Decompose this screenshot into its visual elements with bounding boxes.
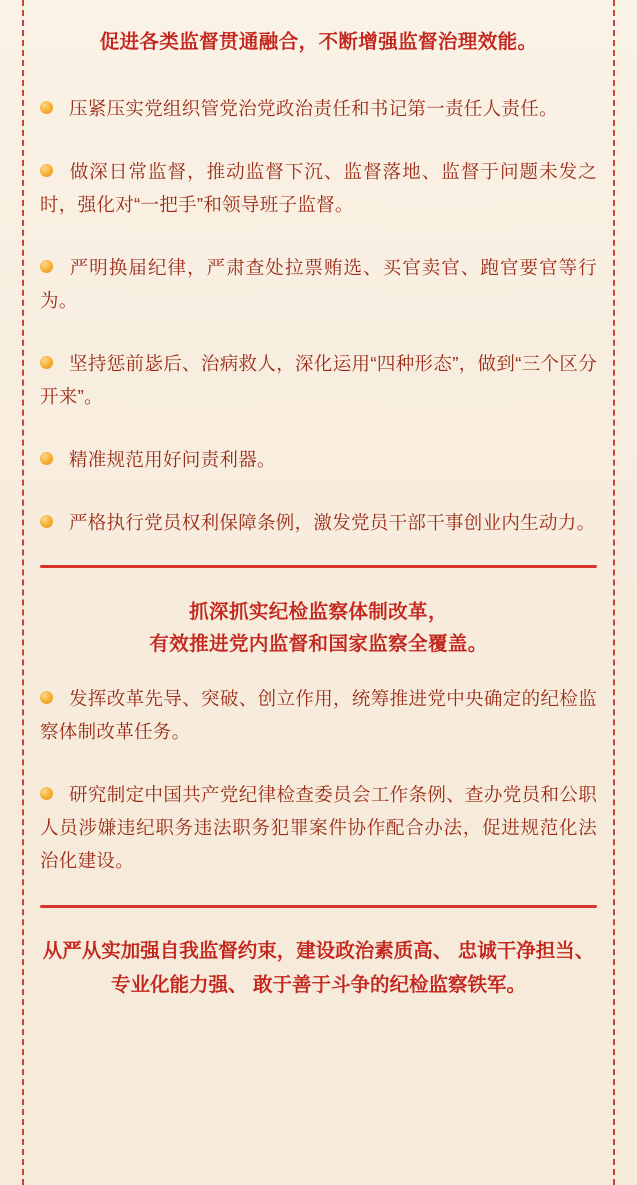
- final-section-title: [40, 934, 597, 1002]
- bullet-dot-icon: [40, 356, 53, 369]
- list-item: [40, 506, 597, 539]
- list-item: [40, 92, 597, 125]
- list-item-text: 坚持惩前毖后、治病救人，深化运用“四种形态”，做到“三个区分开来”。: [40, 353, 597, 407]
- list-item: [40, 155, 597, 221]
- list-item-text: 严格执行党员权利保障条例，激发党员干部干事创业内生动力。: [69, 512, 596, 533]
- bullet-dot-icon: [40, 452, 53, 465]
- list-item: [40, 347, 597, 413]
- section-one-title: [40, 26, 597, 58]
- section-two-title-line-1: 抓深抓实纪检监察体制改革，: [189, 601, 448, 623]
- list-item-text: 严明换届纪律，严肃查处拉票贿选、买官卖官、跑官要官等行为。: [40, 257, 597, 311]
- bullet-dot-icon: [40, 787, 53, 800]
- section-two-title: [40, 596, 597, 660]
- bullet-dot-icon: [40, 164, 53, 177]
- section-one-title-line-1: 促进各类监督贯通融合，不断增强监督治理效能。: [99, 31, 538, 53]
- section-two-title-line-2: 有效推进党内监督和国家监察全覆盖。: [149, 633, 488, 655]
- list-item: [40, 251, 597, 317]
- final-title-line-1: 从严从实加强自我监督约束，建设政治素质高、: [42, 940, 453, 962]
- list-item: [40, 778, 597, 877]
- section-two: [40, 596, 597, 877]
- list-item-text: 发挥改革先导、突破、创立作用，统筹推进党中央确定的纪检监察体制改革任务。: [40, 688, 597, 742]
- list-item-text: 压紧压实党组织管党治党政治责任和书记第一责任人责任。: [69, 98, 558, 119]
- bullet-dot-icon: [40, 691, 53, 704]
- final-title-line-2: 忠诚干净担当、专业化能力强、: [111, 940, 595, 996]
- list-item-text: 研究制定中国共产党纪律检查委员会工作条例、查办党员和公职人员涉嫌违纪职务违法职务犯罪案件协作配合办法，促进规范化法治化建设。: [40, 784, 597, 871]
- final-title-line-3: 敢于善于斗争的纪检监察铁军。: [252, 974, 526, 996]
- list-item: [40, 443, 597, 476]
- list-item: [40, 682, 597, 748]
- poster-content: [18, 0, 619, 1002]
- list-item-text: 精准规范用好问责利器。: [69, 449, 276, 470]
- bullet-dot-icon: [40, 260, 53, 273]
- bullet-dot-icon: [40, 101, 53, 114]
- list-item-text: 做深日常监督，推动监督下沉、监督落地、监督于问题未发之时，强化对“一把手”和领导班子监督。: [40, 161, 597, 215]
- bullet-dot-icon: [40, 515, 53, 528]
- section-one: [40, 0, 597, 539]
